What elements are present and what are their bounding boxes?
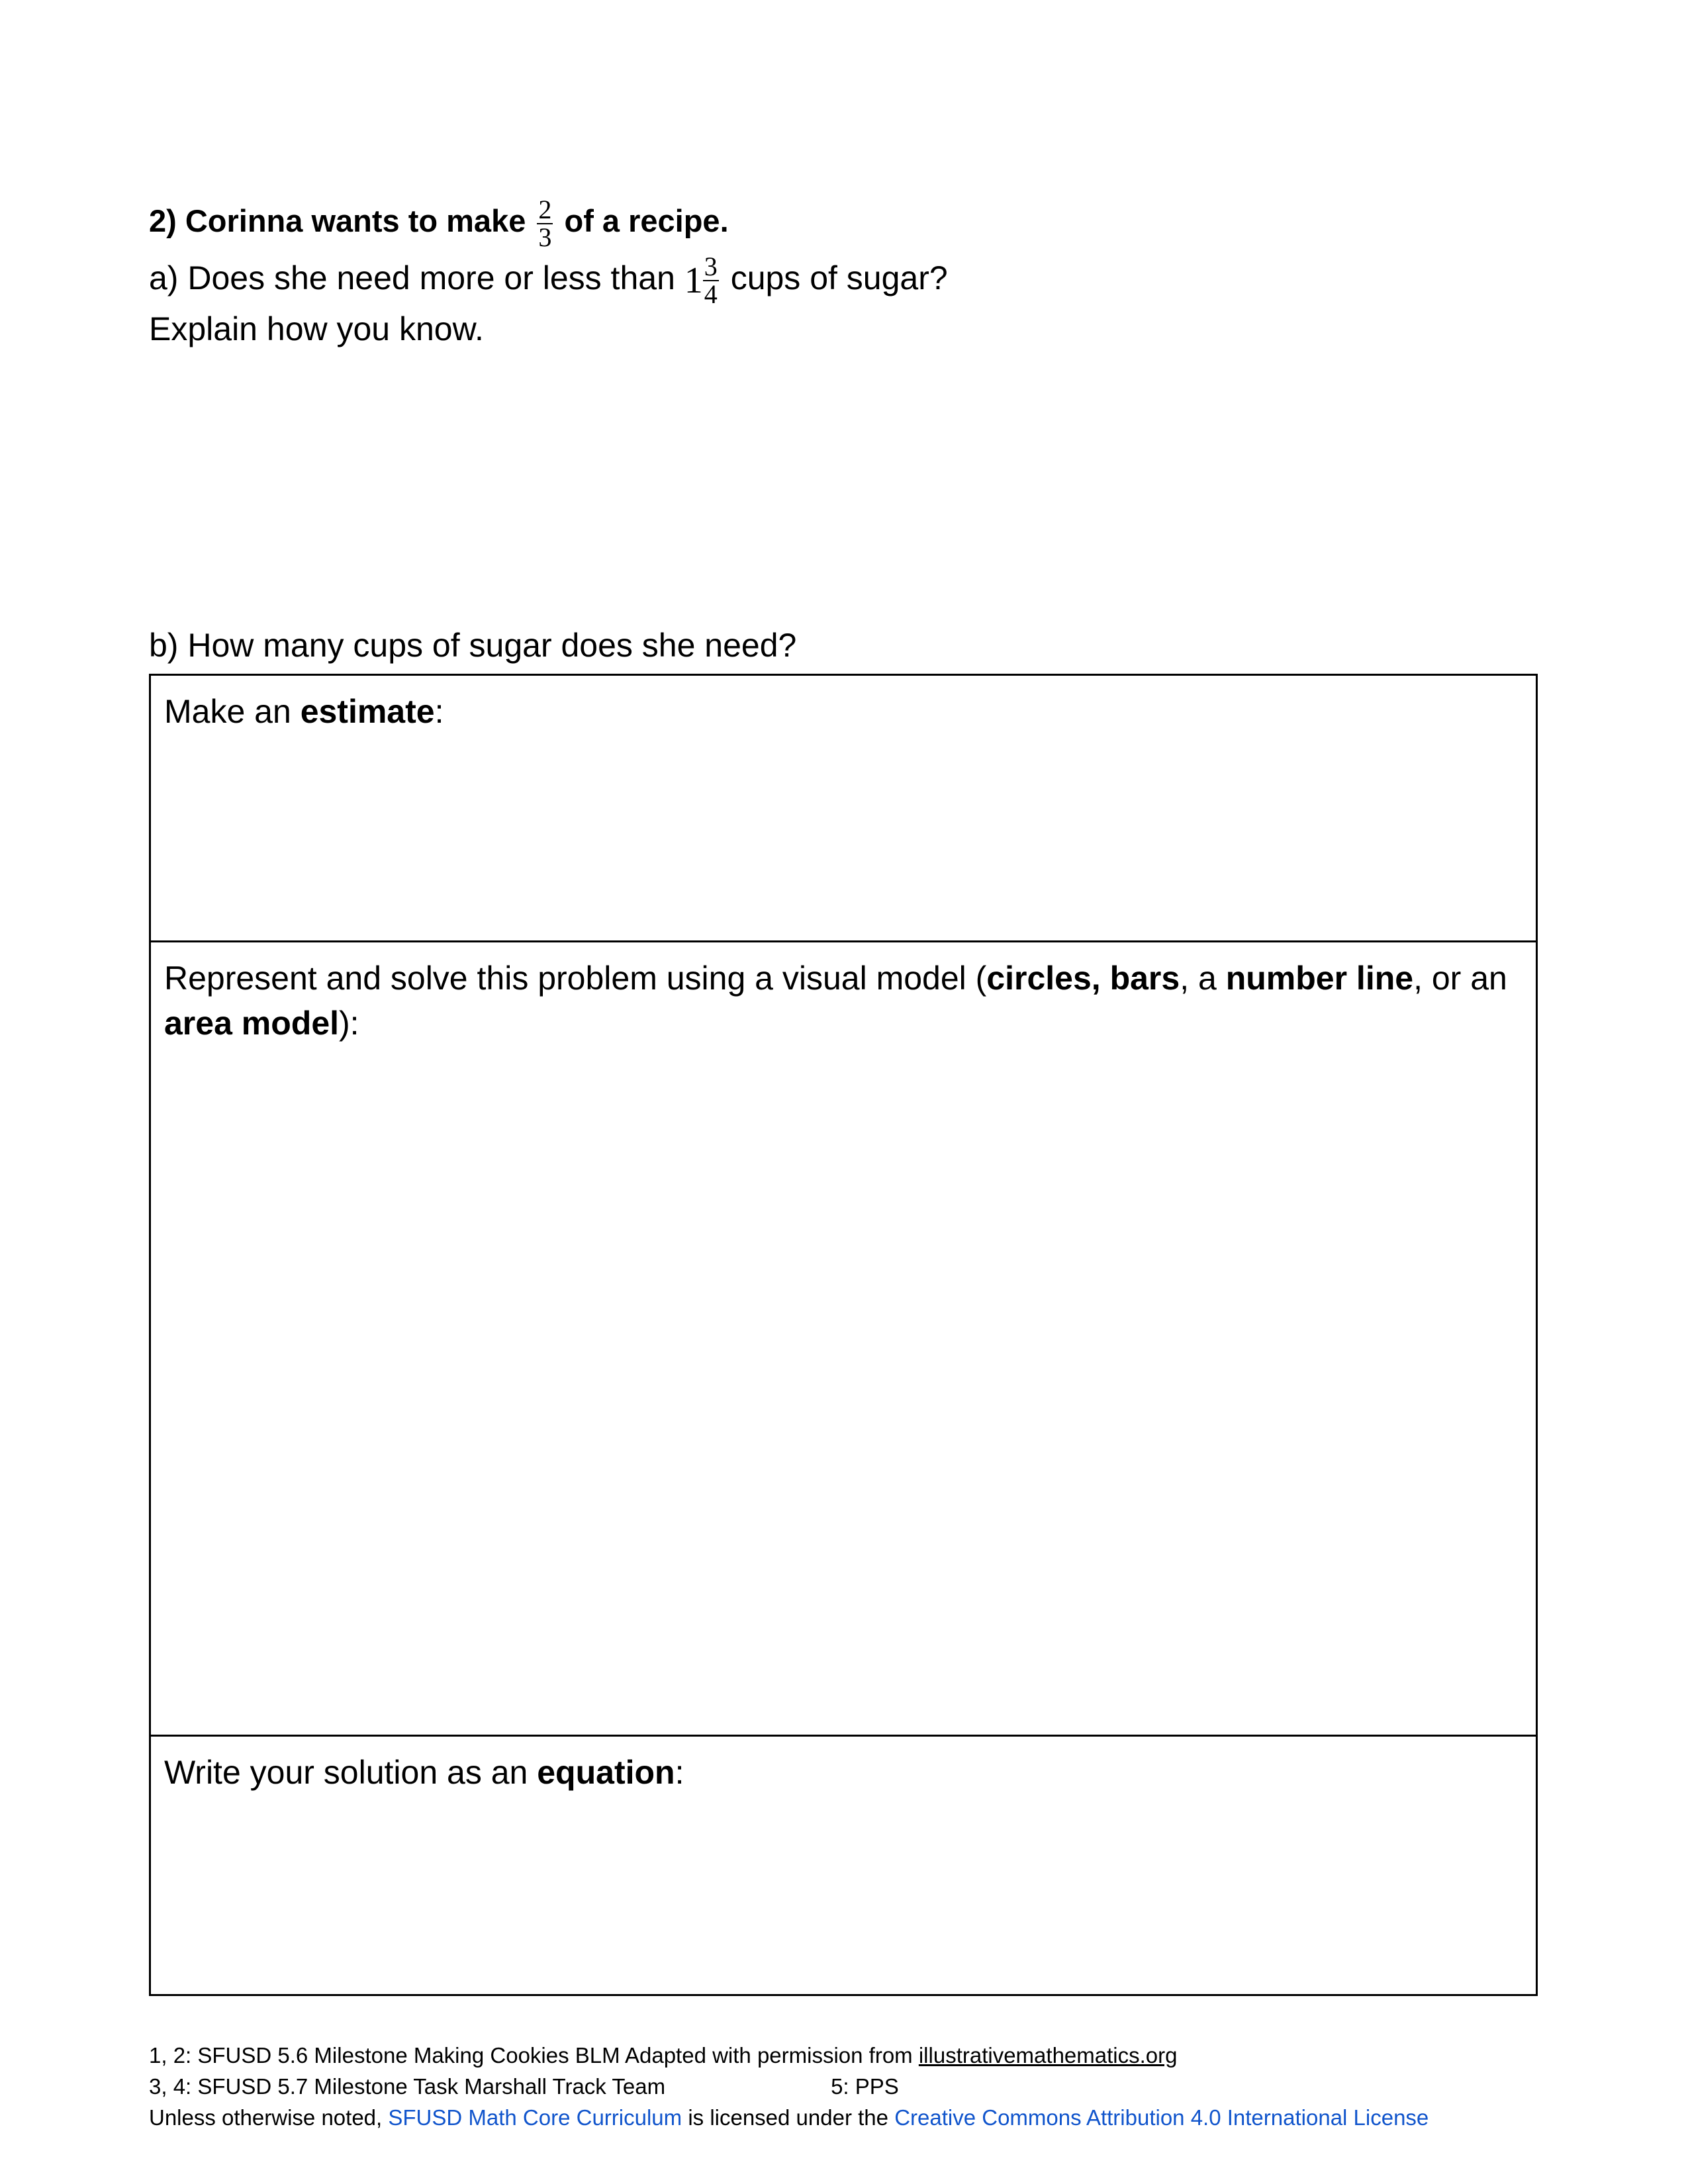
- footer-line-2-right: 5: PPS: [831, 2074, 899, 2099]
- visual-prompt-mid2: , or an: [1413, 960, 1507, 997]
- fraction-two-thirds: [537, 194, 553, 252]
- estimate-prompt-pre: Make an: [164, 693, 291, 730]
- sfusd-curriculum-link[interactable]: SFUSD Math Core Curriculum: [388, 2105, 682, 2130]
- visual-model-prompt: [164, 956, 1523, 1046]
- fraction-three-fourths: [703, 253, 719, 308]
- equation-box[interactable]: [149, 1735, 1538, 1996]
- part-a-post: cups of sugar?: [730, 259, 948, 296]
- equation-keyword: equation: [537, 1754, 675, 1791]
- footer-line-3-pre: Unless otherwise noted,: [149, 2105, 383, 2130]
- question-part-a: [149, 251, 948, 308]
- equation-prompt-post: :: [675, 1754, 684, 1791]
- footer-line-3: [149, 2102, 1429, 2133]
- visual-prompt-mid1: , a: [1180, 960, 1217, 997]
- mixed-number-whole: 1: [684, 259, 703, 301]
- fraction-numerator: 3: [704, 251, 718, 281]
- question-part-b: b) How many cups of sugar does she need?: [149, 627, 797, 664]
- explain-prompt: Explain how you know.: [149, 310, 484, 347]
- footer-line-3-mid: is licensed under the: [688, 2105, 889, 2130]
- question-title: [149, 195, 729, 251]
- estimate-box[interactable]: [149, 674, 1538, 942]
- equation-prompt: [164, 1750, 1523, 1795]
- footer-credits: [149, 2040, 1429, 2133]
- keyword-area-model: area model: [164, 1005, 340, 1042]
- fraction-numerator: 2: [538, 194, 552, 224]
- estimate-prompt: [164, 689, 1523, 734]
- cc-license-link[interactable]: Creative Commons Attribution 4.0 International License: [894, 2105, 1429, 2130]
- fraction-denominator: 3: [538, 222, 552, 252]
- visual-prompt-post: ):: [339, 1005, 359, 1042]
- footer-line-2: [149, 2071, 1429, 2102]
- visual-model-box[interactable]: [149, 940, 1538, 1737]
- footer-line-1: [149, 2040, 1429, 2071]
- visual-prompt-pre: Represent and solve this problem using a visual model (: [164, 960, 987, 997]
- keyword-circles-bars: circles, bars: [986, 960, 1180, 997]
- part-a-pre: a) Does she need more or less than: [149, 259, 675, 296]
- footer-line-1-text: 1, 2: SFUSD 5.6 Milestone Making Cookies BLM Adapted with permission from: [149, 2043, 913, 2068]
- footer-line-2-left: 3, 4: SFUSD 5.7 Milestone Task Marshall Track Team: [149, 2074, 666, 2099]
- illustrativemathematics-link[interactable]: illustrativemathematics.org: [918, 2043, 1178, 2068]
- estimate-prompt-post: :: [434, 693, 444, 730]
- estimate-keyword: estimate: [300, 693, 435, 730]
- question-title-post: of a recipe.: [564, 203, 729, 238]
- keyword-number-line: number line: [1225, 960, 1414, 997]
- equation-prompt-pre: Write your solution as an: [164, 1754, 528, 1791]
- question-title-pre: 2) Corinna wants to make: [149, 203, 526, 238]
- fraction-denominator: 4: [704, 279, 718, 309]
